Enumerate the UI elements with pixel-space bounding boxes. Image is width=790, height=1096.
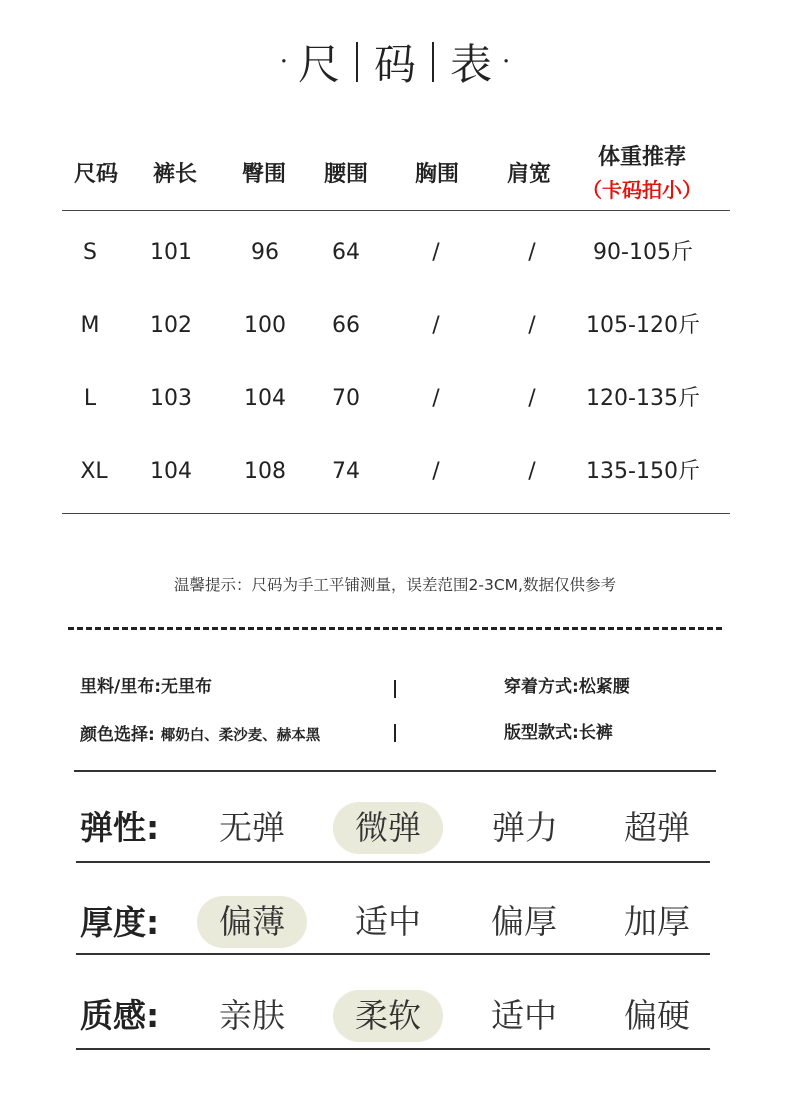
header-length: 裤长 [152,162,197,187]
option-firm: 偏硬 [624,996,690,1035]
cell-hip: 100 [244,313,286,338]
cell-size: XL [80,459,108,484]
option-medium: 适中 [491,996,557,1035]
table-row [0,233,790,273]
cell-chest: / [432,386,440,411]
lining-label: 里料/里布: [80,677,162,697]
info-rule [74,770,716,772]
cell-weight: 90-105斤 [593,240,693,265]
option-selected: 微弹 [333,802,443,854]
title-char: 表 [450,40,493,89]
info-divider [394,680,396,698]
cell-weight: 135-150斤 [586,459,700,484]
header-weight-note: （卡码拍小） [582,178,702,202]
cell-chest: / [432,240,440,265]
cell-length: 104 [150,459,192,484]
info-style [504,718,613,748]
cell-shoulder: / [528,386,536,411]
cell-hip: 108 [244,459,286,484]
wear-label: 穿着方式: [504,677,579,697]
info-wear [504,672,630,702]
cell-waist: 64 [332,240,360,265]
wear-value: 松紧腰 [578,677,630,697]
cell-size: M [80,313,100,338]
cell-hip: 104 [244,386,286,411]
attribute-label: 厚度: [80,903,160,942]
attribute-row-elasticity [0,796,790,866]
style-label: 版型款式: [504,723,579,743]
page-title [0,30,790,94]
attribute-label: 质感: [80,996,160,1035]
info-lining [80,672,212,702]
cell-chest: / [432,313,440,338]
cell-shoulder: / [528,459,536,484]
cell-length: 103 [150,386,192,411]
option-selected: 柔软 [333,990,443,1042]
header-weight [562,141,722,205]
attribute-rule [76,1048,710,1050]
title-char: 尺 [297,40,340,89]
style-value: 长裤 [578,723,613,743]
title-dot-right: · [502,47,511,77]
table-row [0,306,790,346]
cell-shoulder: / [528,313,536,338]
title-divider [432,42,434,82]
table-top-rule [62,210,730,211]
color-label: 颜色选择: [80,725,155,745]
header-shoulder: 肩宽 [506,162,551,187]
option-thickest: 加厚 [624,902,690,941]
attribute-row-thickness [0,890,790,960]
header-size: 尺码 [73,162,118,187]
option-medium: 适中 [355,902,421,941]
info-color [80,720,320,751]
info-divider [394,724,396,742]
title-dot-left: · [279,47,288,77]
header-hip: 臀围 [241,162,286,187]
title-char: 码 [373,40,416,89]
cell-length: 102 [150,313,192,338]
option-selected: 偏薄 [197,896,307,948]
option-skin-friendly: 亲肤 [219,996,285,1035]
table-row [0,379,790,419]
header-waist: 腰围 [323,162,368,187]
dashed-divider [68,627,722,630]
option-stretch: 弹力 [492,808,558,847]
attribute-label: 弹性: [80,808,160,847]
option-none: 无弹 [219,808,285,847]
cell-hip: 96 [251,240,279,265]
header-chest: 胸围 [414,162,459,187]
header-weight-label: 体重推荐 [597,145,686,170]
option-thicker: 偏厚 [491,902,557,941]
cell-size: S [83,240,97,265]
cell-chest: / [432,459,440,484]
cell-waist: 66 [332,313,360,338]
lining-value: 无里布 [161,677,213,697]
attribute-rule [76,953,710,955]
cell-waist: 74 [332,459,360,484]
table-row [0,452,790,492]
table-bottom-rule [62,513,730,514]
attribute-row-texture [0,984,790,1054]
color-value: 椰奶白、柔沙麦、赫本黑 [160,728,321,744]
option-super: 超弹 [624,808,690,847]
cell-size: L [83,386,97,411]
cell-shoulder: / [528,240,536,265]
attribute-rule [76,861,710,863]
measurement-tip: 温馨提示：尺码为手工平铺测量，误差范围2-3CM,数据仅供参考 [174,576,616,594]
title-divider [356,42,358,82]
cell-length: 101 [150,240,192,265]
cell-waist: 70 [332,386,360,411]
cell-weight: 105-120斤 [586,313,700,338]
cell-weight: 120-135斤 [586,386,700,411]
